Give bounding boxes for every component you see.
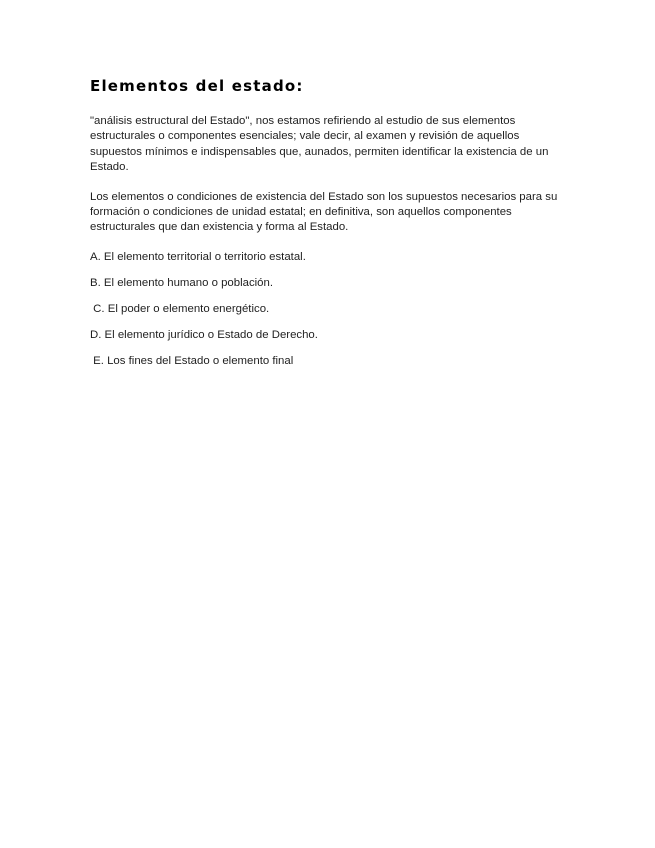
document-body [90, 76, 565, 380]
paragraph-definition: Los elementos o condiciones de existencia del Estado son los supuestos necesarios para su formación o condiciones de unidad estatal; en definitiva, son aquellos componentes estructurales que dan existencia y forma al Estado. [90, 190, 558, 234]
list-item-legal: D. El elemento jurídico o Estado de Derecho. [90, 328, 318, 341]
list-item-purpose: E. Los fines del Estado o elemento final [90, 354, 294, 367]
list-item-power: C. El poder o elemento energético. [90, 302, 270, 315]
page-title: Elementos del estado: [90, 77, 304, 95]
list-item-population: B. El elemento humano o población. [90, 276, 274, 289]
paragraph-intro: "análisis estructural del Estado", nos estamos refiriendo al estudio de sus elementos estructurales o componentes esenciales; vale decir, al examen y revisión de aquellos supuestos mínimos e indispensables que, aunados, permiten identificar la existencia de un Estado. [90, 115, 549, 174]
list-item-territory: A. El elemento territorial o territorio estatal. [90, 250, 306, 263]
